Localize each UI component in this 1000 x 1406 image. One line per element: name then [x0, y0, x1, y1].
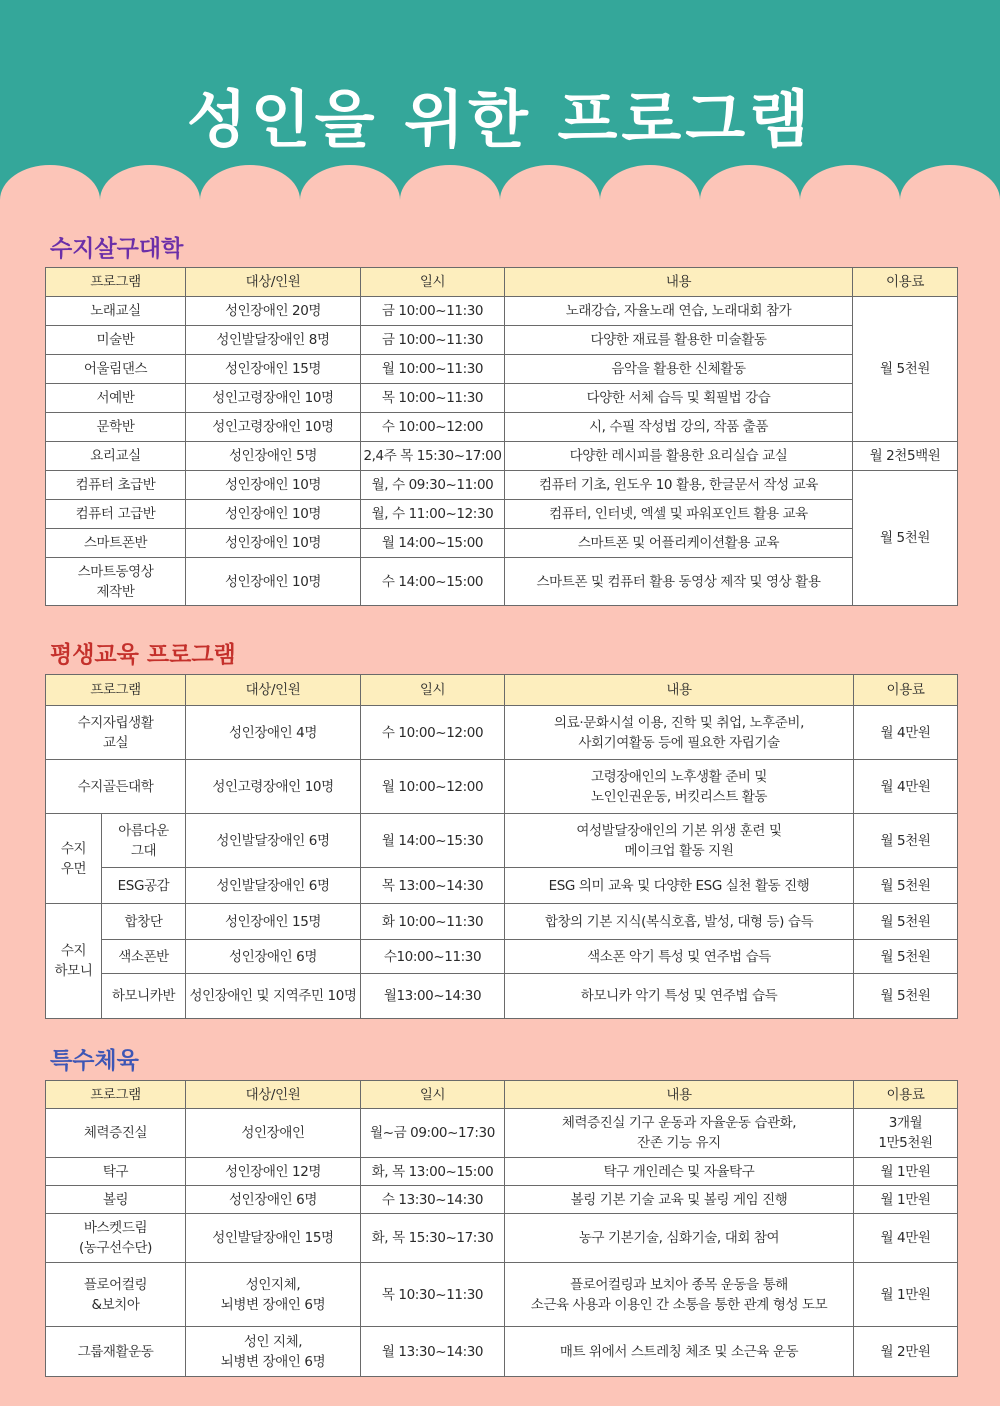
content-line-2: 노인인권운동, 버킷리스트 활동 [591, 788, 768, 805]
date-cell: 월, 수 09:30~11:00 [361, 471, 505, 500]
content-cell: 다양한 레시피를 활용한 요리실습 교실 [505, 442, 853, 471]
table-row [46, 355, 958, 384]
program-line-1: 플로어컬링 [83, 1276, 148, 1293]
program-line-2: 그대 [130, 842, 157, 859]
content-cell: 하모니카 악기 특성 및 연주법 습득 [505, 974, 854, 1019]
table-row [46, 442, 958, 471]
target-cell: 성인장애인 10명 [186, 471, 361, 500]
table-row [46, 974, 958, 1019]
content-cell: 농구 기본기술, 심화기술, 대회 참여 [505, 1214, 854, 1263]
target-cell: 성인발달장애인 6명 [186, 814, 361, 868]
content-line-2: 메이크업 활동 지원 [624, 842, 734, 859]
program-cell: 탁구 [46, 1158, 186, 1186]
table-row [46, 1109, 958, 1158]
content-cell: 스마트폰 및 어플리케이션활용 교육 [505, 529, 853, 558]
table-row [46, 529, 958, 558]
table-row [46, 413, 958, 442]
date-cell: 월 10:00~11:30 [361, 355, 505, 384]
date-cell: 수10:00~11:30 [361, 940, 505, 974]
target-cell [186, 1263, 361, 1327]
program-cell: 노래교실 [46, 297, 186, 326]
target-line-1: 성인지체, [245, 1276, 301, 1293]
program-cell: 어울림댄스 [46, 355, 186, 384]
date-cell: 월~금 09:00~17:30 [361, 1109, 505, 1158]
header-banner [0, 0, 1000, 215]
date-cell: 수 14:00~15:00 [361, 558, 505, 606]
section-title-suji-salgu: 수지살구대학 [50, 236, 184, 262]
content-cell: 스마트폰 및 컴퓨터 활용 동영상 제작 및 영상 활용 [505, 558, 853, 606]
date-cell: 목 10:30~11:30 [361, 1263, 505, 1327]
table-row [46, 1327, 958, 1377]
date-cell: 월, 수 11:00~12:30 [361, 500, 505, 529]
target-cell: 성인장애인 6명 [186, 940, 361, 974]
fee-cell: 월 5천원 [854, 904, 958, 940]
program-cell: 하모니카반 [102, 974, 186, 1019]
program-cell: 미술반 [46, 326, 186, 355]
target-cell: 성인장애인 12명 [186, 1158, 361, 1186]
header-program: 프로그램 [46, 268, 186, 297]
header-content: 내용 [505, 268, 853, 297]
group-line-1: 수지 [60, 840, 87, 857]
header-date: 일시 [361, 268, 505, 297]
content-cell: 다양한 재료를 활용한 미술활동 [505, 326, 853, 355]
content-line-1: 고령장애인의 노후생활 준비 및 [591, 768, 768, 785]
table-row [46, 940, 958, 974]
fee-cell: 월 1만원 [854, 1263, 958, 1327]
date-cell: 화 10:00~11:30 [361, 904, 505, 940]
content-cell [505, 760, 854, 814]
table-row [46, 384, 958, 413]
group-cell-suji-woman [46, 814, 102, 904]
table-row [46, 471, 958, 500]
date-cell: 월 14:00~15:30 [361, 814, 505, 868]
date-cell: 수 13:30~14:30 [361, 1186, 505, 1214]
program-line-2: (농구선수단) [79, 1240, 152, 1256]
fee-cell: 월 1만원 [854, 1186, 958, 1214]
special-sports-table [45, 1080, 958, 1377]
program-line-1: 아름다운 [118, 822, 169, 839]
target-cell: 성인장애인 20명 [186, 297, 361, 326]
content-line-1: 체력증진실 기구 운동과 자율운동 습관화, [561, 1115, 797, 1131]
table-header-row [46, 1081, 958, 1109]
content-line-2: 사회기여활동 등에 필요한 자립기술 [578, 734, 780, 751]
content-cell: 합창의 기본 지식(복식호흡, 발성, 대형 등) 습득 [505, 904, 854, 940]
fee-cell: 월 4만원 [854, 706, 958, 760]
content-cell: 음악을 활용한 신체활동 [505, 355, 853, 384]
date-cell: 금 10:00~11:30 [361, 326, 505, 355]
table-row [46, 326, 958, 355]
header-target: 대상/인원 [186, 675, 361, 706]
content-cell: 시, 수필 작성법 강의, 작품 출품 [505, 413, 853, 442]
section-title-special-sports: 특수체육 [50, 1048, 139, 1074]
program-line-1: 바스켓드림 [83, 1220, 148, 1236]
header-content: 내용 [505, 675, 854, 706]
program-line-2: 교실 [102, 734, 129, 751]
content-cell: 컴퓨터, 인터넷, 엑셀 및 파워포인트 활용 교육 [505, 500, 853, 529]
program-cell: 그룹재활운동 [46, 1327, 186, 1377]
header-target: 대상/인원 [186, 268, 361, 297]
date-cell: 화, 목 15:30~17:30 [361, 1214, 505, 1263]
table-header-row [46, 268, 958, 297]
header-fee: 이용료 [854, 675, 958, 706]
table-row [46, 1214, 958, 1263]
date-cell: 목 10:00~11:30 [361, 384, 505, 413]
header-fee: 이용료 [854, 1081, 958, 1109]
date-cell: 수 10:00~12:00 [361, 706, 505, 760]
content-cell [505, 706, 854, 760]
content-line-1: 플로어컬링과 보치아 종목 운동을 통해 [570, 1276, 788, 1293]
table-row [46, 297, 958, 326]
fee-cell: 월 5천원 [854, 868, 958, 904]
date-cell: 월13:00~14:30 [361, 974, 505, 1019]
program-line-2: 제작반 [96, 583, 135, 600]
target-cell: 성인장애인 및 지역주민 10명 [186, 974, 361, 1019]
target-cell: 성인장애인 10명 [186, 500, 361, 529]
date-cell: 2,4주 목 15:30~17:00 [361, 442, 505, 471]
program-cell [46, 1214, 186, 1263]
target-cell: 성인발달장애인 6명 [186, 868, 361, 904]
header-content: 내용 [505, 1081, 854, 1109]
header-program: 프로그램 [46, 1081, 186, 1109]
fee-cell: 월 5천원 [854, 940, 958, 974]
fee-cell: 월 4만원 [854, 760, 958, 814]
table-row [46, 1158, 958, 1186]
program-line-1: 스마트동영상 [77, 563, 154, 580]
program-cell: 서예반 [46, 384, 186, 413]
group-cell-suji-harmony [46, 904, 102, 1019]
target-cell: 성인장애인 15명 [186, 904, 361, 940]
target-cell: 성인고령장애인 10명 [186, 413, 361, 442]
target-line-2: 뇌병변 장애인 6명 [220, 1296, 326, 1313]
header-fee: 이용료 [853, 268, 958, 297]
program-cell [46, 558, 186, 606]
program-cell: 합창단 [102, 904, 186, 940]
target-line-2: 뇌병변 장애인 6명 [220, 1353, 326, 1370]
table-row [46, 814, 958, 868]
target-cell [186, 1327, 361, 1377]
content-cell: 다양한 서체 습득 및 획필법 강습 [505, 384, 853, 413]
target-cell: 성인장애인 [186, 1109, 361, 1158]
table-row [46, 868, 958, 904]
fee-cell: 월 5천원 [854, 974, 958, 1019]
suji-salgu-table [45, 267, 958, 606]
target-cell: 성인장애인 10명 [186, 558, 361, 606]
program-cell: 수지골든대학 [46, 760, 186, 814]
program-cell: 색소폰반 [102, 940, 186, 974]
content-line-2: 잔존 기능 유지 [637, 1135, 721, 1151]
date-cell: 금 10:00~11:30 [361, 297, 505, 326]
fee-cell: 월 5천원 [854, 814, 958, 868]
target-cell: 성인장애인 5명 [186, 442, 361, 471]
table-row [46, 1186, 958, 1214]
header-program: 프로그램 [46, 675, 186, 706]
target-cell: 성인장애인 6명 [186, 1186, 361, 1214]
program-cell: 컴퓨터 초급반 [46, 471, 186, 500]
program-line-1: 수지자립생활 [77, 714, 154, 731]
date-cell: 월 10:00~12:00 [361, 760, 505, 814]
program-cell: 컴퓨터 고급반 [46, 500, 186, 529]
fee-cell: 월 5천원 [853, 297, 958, 442]
fee-cell: 월 1만원 [854, 1158, 958, 1186]
fee-line-1: 3개월 [888, 1115, 923, 1131]
fee-cell: 월 4만원 [854, 1214, 958, 1263]
target-cell: 성인발달장애인 15명 [186, 1214, 361, 1263]
table-header-row [46, 675, 958, 706]
fee-cell: 월 5천원 [853, 471, 958, 606]
program-cell [46, 706, 186, 760]
table-row [46, 1263, 958, 1327]
target-line-1: 성인 지체, [243, 1333, 303, 1350]
content-cell: 탁구 개인레슨 및 자율탁구 [505, 1158, 854, 1186]
content-cell [505, 814, 854, 868]
date-cell: 월 13:30~14:30 [361, 1327, 505, 1377]
group-line-2: 하모니 [54, 963, 93, 979]
content-cell: 노래강습, 자율노래 연습, 노래대회 참가 [505, 297, 853, 326]
target-cell: 성인고령장애인 10명 [186, 384, 361, 413]
content-cell: ESG 의미 교육 및 다양한 ESG 실천 활동 진행 [505, 868, 854, 904]
header-date: 일시 [361, 1081, 505, 1109]
table-row [46, 904, 958, 940]
program-cell: ESG공감 [102, 868, 186, 904]
content-cell: 볼링 기본 기술 교육 및 볼링 게임 진행 [505, 1186, 854, 1214]
date-cell: 화, 목 13:00~15:00 [361, 1158, 505, 1186]
program-cell: 볼링 [46, 1186, 186, 1214]
target-cell: 성인장애인 10명 [186, 529, 361, 558]
table-row [46, 760, 958, 814]
program-cell: 문학반 [46, 413, 186, 442]
group-line-2: 우먼 [60, 860, 87, 877]
content-cell [505, 1109, 854, 1158]
table-row [46, 500, 958, 529]
fee-cell [854, 1109, 958, 1158]
fee-cell: 월 2만원 [854, 1327, 958, 1377]
content-cell: 컴퓨터 기초, 윈도우 10 활용, 한글문서 작성 교육 [505, 471, 853, 500]
program-line-2: &보치아 [91, 1296, 140, 1313]
date-cell: 목 13:00~14:30 [361, 868, 505, 904]
header-date: 일시 [361, 675, 505, 706]
content-line-2: 소근육 사용과 이용인 간 소통을 통한 관계 형성 도모 [530, 1296, 828, 1313]
content-cell: 색소폰 악기 특성 및 연주법 습득 [505, 940, 854, 974]
page-title: 성인을 위한 프로그램 [186, 83, 814, 156]
fee-cell: 월 2천5백원 [853, 442, 958, 471]
fee-line-2: 1만5천원 [878, 1135, 933, 1151]
target-cell: 성인발달장애인 8명 [186, 326, 361, 355]
program-cell [102, 814, 186, 868]
program-cell [46, 1263, 186, 1327]
group-line-1: 수지 [60, 943, 87, 959]
table-row [46, 706, 958, 760]
program-cell: 체력증진실 [46, 1109, 186, 1158]
table-row [46, 558, 958, 606]
program-cell: 요리교실 [46, 442, 186, 471]
date-cell: 월 14:00~15:00 [361, 529, 505, 558]
header-target: 대상/인원 [186, 1081, 361, 1109]
content-line-1: 여성발달장애인의 기본 위생 훈련 및 [576, 822, 782, 839]
target-cell: 성인장애인 15명 [186, 355, 361, 384]
program-cell: 스마트폰반 [46, 529, 186, 558]
date-cell: 수 10:00~12:00 [361, 413, 505, 442]
content-line-1: 의료·문화시설 이용, 진학 및 취업, 노후준비, [554, 714, 804, 731]
content-cell: 매트 위에서 스트레칭 체조 및 소근육 운동 [505, 1327, 854, 1377]
target-cell: 성인고령장애인 10명 [186, 760, 361, 814]
content-cell [505, 1263, 854, 1327]
section-title-lifelong-education: 평생교육 프로그램 [50, 642, 236, 668]
lifelong-education-table [45, 674, 958, 1019]
target-cell: 성인장애인 4명 [186, 706, 361, 760]
